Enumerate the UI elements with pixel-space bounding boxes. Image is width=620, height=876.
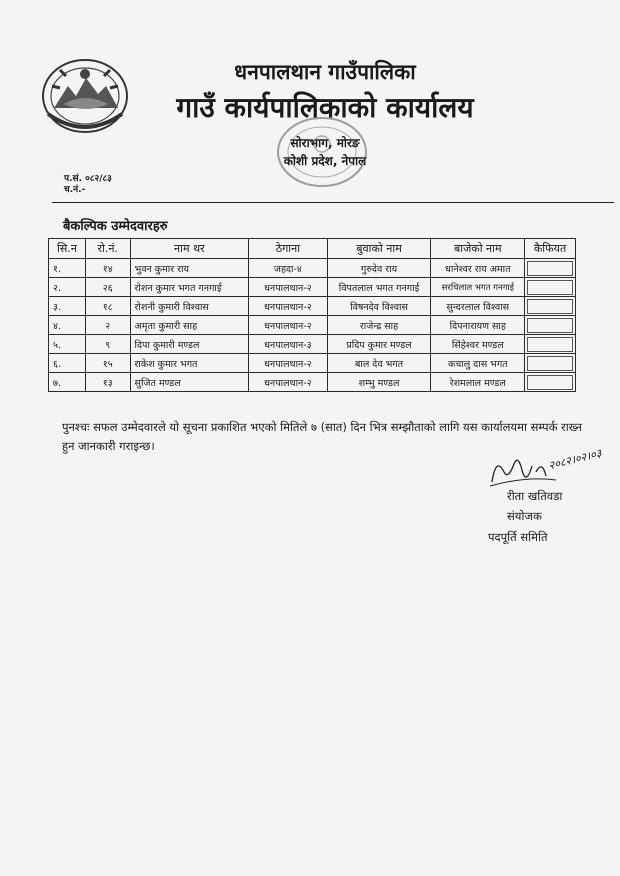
cell-remarks — [525, 373, 576, 392]
table-row — [49, 354, 576, 373]
col-header-address: ठेगाना — [249, 239, 328, 259]
table-header-row — [49, 239, 576, 259]
office-title: गाउँ कार्यपालिकाको कार्यालय — [176, 91, 474, 124]
header-divider — [52, 202, 614, 203]
cell-name: दिपा कुमारी मण्डल — [130, 335, 249, 354]
cell-remarks — [525, 297, 576, 316]
cell-remarks — [525, 316, 576, 335]
cell-roll: १४ — [85, 259, 130, 278]
cell-remarks — [525, 259, 576, 278]
cell-sn: ४. — [49, 316, 86, 335]
remarks-box — [527, 375, 573, 390]
col-header-father: बुवाको नाम — [327, 239, 431, 259]
office-name: धनपालथान गाउँपालिका — [234, 60, 416, 84]
cell-name: अमृता कुमारी साह — [130, 316, 249, 335]
table-row — [49, 278, 576, 297]
table-row — [49, 373, 576, 392]
cell-grandfather: सिंहेश्वर मण्डल — [431, 335, 525, 354]
cell-roll: २ — [85, 316, 130, 335]
cell-father: राजेन्द्र साह — [327, 316, 431, 335]
remarks-box — [527, 261, 573, 276]
remarks-box — [527, 356, 573, 371]
cell-name: रोशनी कुमारी विश्वास — [130, 297, 249, 316]
chalani-number: च.नं.- — [64, 185, 86, 195]
col-header-remarks: कैफियत — [525, 239, 576, 259]
cell-roll: १३ — [85, 373, 130, 392]
cell-sn: २. — [49, 278, 86, 297]
cell-father: विषनदेव विश्वास — [327, 297, 431, 316]
cell-sn: ५. — [49, 335, 86, 354]
cell-grandfather: कचालु दास भगत — [431, 354, 525, 373]
cell-grandfather: दिपनारायण साह — [431, 316, 525, 335]
cell-address: धनपालथान-३ — [249, 335, 328, 354]
signatory-post: संयोजक — [507, 509, 542, 523]
cell-roll: १८ — [85, 297, 130, 316]
cell-address: जहदा-४ — [249, 259, 328, 278]
cell-name: भुवन कुमार राय — [130, 259, 249, 278]
remarks-box — [527, 337, 573, 352]
cell-roll: १५ — [85, 354, 130, 373]
table-row — [49, 297, 576, 316]
cell-father: विपतलाल भगत गनगाई — [327, 278, 431, 297]
notice-note: पुनश्चः सफल उम्मेदवारले यो सूचना प्रकाशित भएको मितिले ७ (सात) दिन भित्र सम्झौताको लागि यस कार्यालयमा सम्पर्क राख्न हुन जानकारी गराइन्छ। — [62, 420, 582, 453]
col-header-name: नाम थर — [130, 239, 249, 259]
office-stamp-icon — [268, 112, 376, 192]
cell-address: धनपालथान-२ — [249, 354, 328, 373]
cell-address: धनपालथान-२ — [249, 373, 328, 392]
cell-address: धनपालथान-२ — [249, 297, 328, 316]
cell-remarks — [525, 278, 576, 297]
cell-grandfather: धानेश्वर राय अमात — [431, 259, 525, 278]
signatory-name: रीता खतिवडा — [507, 489, 563, 503]
remarks-box — [527, 280, 573, 295]
cell-name: राकेश कुमार भगत — [130, 354, 249, 373]
remarks-box — [527, 299, 573, 314]
cell-name: रोशन कुमार भगत गनगाई — [130, 278, 249, 297]
section-title: बैकल्पिक उम्मेदवारहरु — [63, 219, 168, 234]
address-line-2: कोशी प्रदेश, नेपाल — [283, 154, 367, 168]
col-header-sn: सि.न — [49, 239, 86, 259]
table-row — [49, 316, 576, 335]
patra-sankhya: प.सं. ०८२/८३ — [64, 174, 112, 184]
cell-roll: २६ — [85, 278, 130, 297]
signature-date: २०८२।०२।०३ — [547, 446, 603, 473]
address-line-1: सोराभाग, मोरङ — [290, 136, 360, 150]
cell-father: गुरुदेव राय — [327, 259, 431, 278]
candidate-table — [48, 238, 576, 392]
cell-sn: ३. — [49, 297, 86, 316]
cell-remarks — [525, 354, 576, 373]
cell-address: धनपालथान-२ — [249, 316, 328, 335]
cell-grandfather: सुन्दरलाल विश्वास — [431, 297, 525, 316]
col-header-roll: रो.नं. — [85, 239, 130, 259]
cell-address: धनपालथान-२ — [249, 278, 328, 297]
cell-sn: ६. — [49, 354, 86, 373]
cell-name: सुजित मण्डल — [130, 373, 249, 392]
cell-father: प्रदिप कुमार मण्डल — [327, 335, 431, 354]
signatory-department: पदपूर्ति समिति — [488, 530, 548, 544]
cell-grandfather: रेशमलाल मण्डल — [431, 373, 525, 392]
cell-sn: १. — [49, 259, 86, 278]
cell-father: बाल देव भगत — [327, 354, 431, 373]
cell-father: शम्भु मण्डल — [327, 373, 431, 392]
table-row — [49, 259, 576, 278]
remarks-box — [527, 318, 573, 333]
table-row — [49, 335, 576, 354]
cell-sn: ७. — [49, 373, 86, 392]
cell-roll: ९ — [85, 335, 130, 354]
cell-remarks — [525, 335, 576, 354]
cell-grandfather: सरचिलाल भगत गनगाई — [431, 278, 525, 297]
col-header-grandfather: बाजेको नाम — [431, 239, 525, 259]
